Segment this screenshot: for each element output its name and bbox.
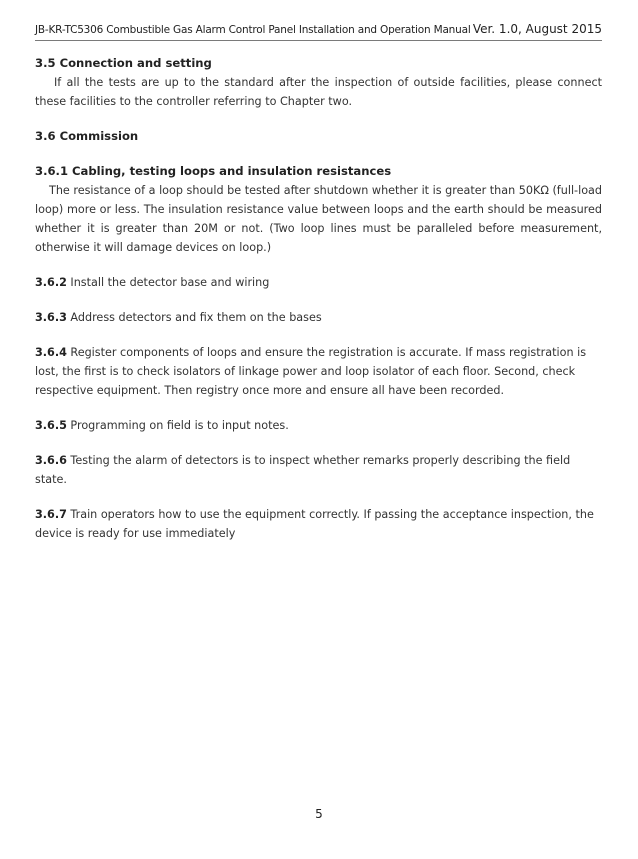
section-heading-3-6: 3.6 Commission <box>35 129 139 143</box>
step-3-6-7 <box>35 505 602 543</box>
step-3-6-3 <box>35 308 602 327</box>
step-3-6-4 <box>35 343 602 400</box>
section-text-3-6-1: The resistance of a loop should be tested after shutdown whether it is greater than 50KΩ (full-load loop) more or less. The insulation resistance value between loops and the earth should be measured whether it is greater than 20M or not. (Two loop lines must be paralleled before measurement, otherwise it will damage devices on loop.) <box>35 184 602 254</box>
step-number: 3.6.4 <box>35 346 67 359</box>
step-number: 3.6.5 <box>35 419 67 432</box>
section-text-3-5: If all the tests are up to the standard after the inspection of outside facilities, please connect these facilities to the controller referring to Chapter two. <box>35 76 602 108</box>
step-3-6-5 <box>35 416 602 435</box>
step-text: Register components of loops and ensure the registration is accurate. If mass registration is lost, the first is to check isolators of linkage power and loop isolator of each floor. Second, check respective equipment. Then registry once more and ensure all have been recorded. <box>35 346 587 397</box>
document-version: Ver. 1.0, August 2015 <box>472 22 602 36</box>
step-number: 3.6.3 <box>35 311 67 324</box>
step-text: Install the detector base and wiring <box>70 276 270 289</box>
step-text: Address detectors and fix them on the bases <box>70 311 322 324</box>
step-number: 3.6.7 <box>35 508 67 521</box>
page-number: 5 <box>315 807 323 821</box>
document-title: JB-KR-TC5306 Combustible Gas Alarm Control Panel Installation and Operation Manual <box>35 24 471 36</box>
section-heading-3-6-1: 3.6.1 Cabling, testing loops and insulation resistances <box>35 164 392 178</box>
step-text: Train operators how to use the equipment correctly. If passing the acceptance inspection, the device is ready for use immediately <box>35 508 594 540</box>
section-heading-3-5: 3.5 Connection and setting <box>35 56 212 70</box>
step-3-6-2 <box>35 273 602 292</box>
page-content <box>35 54 602 543</box>
step-number: 3.6.6 <box>35 454 67 467</box>
step-text: Programming on field is to input notes. <box>70 419 289 432</box>
step-3-6-6 <box>35 451 602 489</box>
step-text: Testing the alarm of detectors is to inspect whether remarks properly describing the field state. <box>35 454 571 486</box>
step-number: 3.6.2 <box>35 276 67 289</box>
page-header <box>35 22 602 41</box>
